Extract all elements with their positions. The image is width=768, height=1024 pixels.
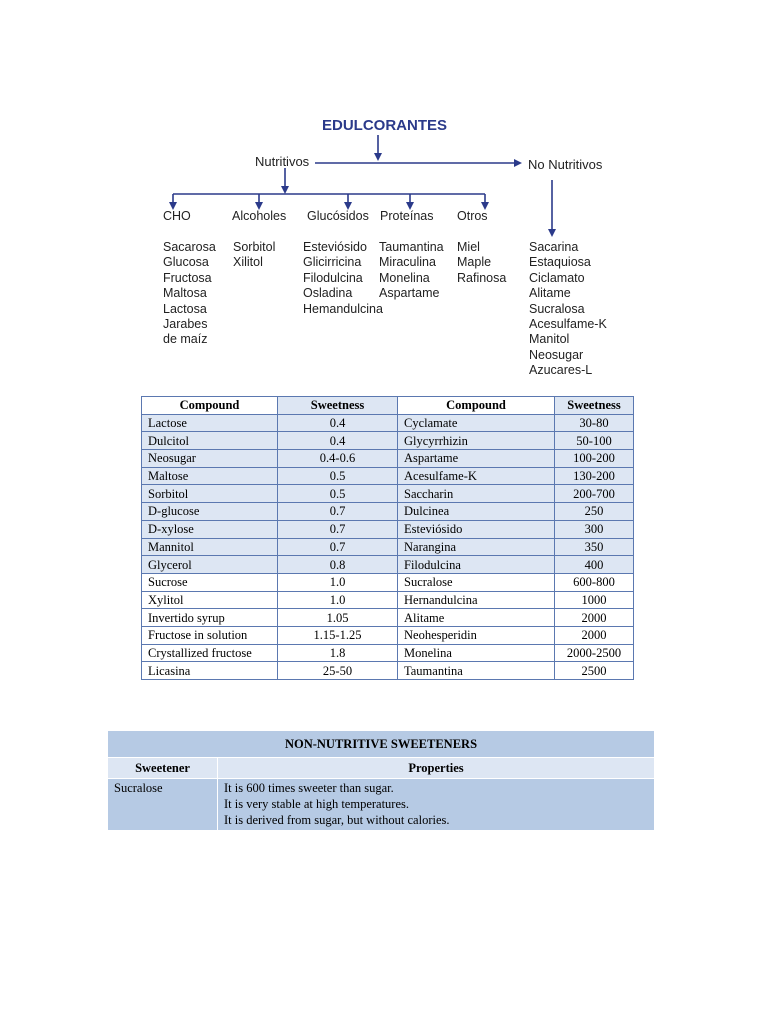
table-row bbox=[142, 609, 634, 627]
list-item: Estaquiosa bbox=[529, 255, 591, 270]
compound-cell: Aspartame bbox=[398, 450, 555, 468]
sweetness-cell: 1.15-1.25 bbox=[278, 626, 398, 644]
list-item: Alitame bbox=[529, 286, 571, 301]
category-cho: CHO bbox=[163, 209, 191, 223]
sweetness-cell: 0.8 bbox=[278, 556, 398, 574]
sweetness-table-body bbox=[142, 414, 634, 679]
sweetness-cell: 0.7 bbox=[278, 520, 398, 538]
list-item: Osladina bbox=[303, 286, 353, 301]
table-row bbox=[142, 538, 634, 556]
table-row bbox=[142, 450, 634, 468]
list-item: Acesulfame-K bbox=[529, 316, 607, 331]
table-row bbox=[142, 432, 634, 450]
sweetness-cell: 0.5 bbox=[278, 467, 398, 485]
table-row bbox=[142, 467, 634, 485]
sweetness-cell: 2000 bbox=[555, 609, 634, 627]
table-row bbox=[142, 556, 634, 574]
sweetness-cell: 1.05 bbox=[278, 609, 398, 627]
sweetness-cell: 0.7 bbox=[278, 503, 398, 521]
non-nutritive-table bbox=[107, 730, 655, 831]
sweetness-cell: 400 bbox=[555, 556, 634, 574]
compound-cell: Licasina bbox=[142, 662, 278, 680]
compound-cell: Taumantina bbox=[398, 662, 555, 680]
compound-cell: Glycyrrhizin bbox=[398, 432, 555, 450]
column-header: Compound bbox=[142, 397, 278, 415]
list-item: Monelina bbox=[379, 270, 430, 285]
table-title: NON-NUTRITIVE SWEETENERS bbox=[108, 731, 655, 758]
sweetness-cell: 130-200 bbox=[555, 467, 634, 485]
compound-cell: Glycerol bbox=[142, 556, 278, 574]
sweetness-cell: 2500 bbox=[555, 662, 634, 680]
column-header: Properties bbox=[218, 758, 655, 779]
table-header-row bbox=[108, 758, 655, 779]
list-item: Hemandulcina bbox=[303, 301, 383, 316]
category-proteinas: Proteínas bbox=[380, 209, 434, 223]
sweetness-cell: 1.8 bbox=[278, 644, 398, 662]
list-item: Maltosa bbox=[163, 286, 207, 301]
column-header: Sweetener bbox=[108, 758, 218, 779]
category-alcoholes: Alcoholes bbox=[232, 209, 287, 223]
compound-cell: Cyclamate bbox=[398, 414, 555, 432]
list-item: Sorbitol bbox=[233, 240, 276, 254]
list-item: Xilitol bbox=[233, 255, 263, 270]
proteinas-list bbox=[379, 240, 444, 302]
sweetness-cell: 0.4 bbox=[278, 432, 398, 450]
alcoholes-list bbox=[233, 240, 275, 271]
list-item: Aspartame bbox=[379, 286, 440, 301]
non-nutritive-label: No Nutritivos bbox=[528, 157, 603, 172]
category-otros: Otros bbox=[457, 209, 488, 223]
compound-cell: Crystallized fructose bbox=[142, 644, 278, 662]
list-item: Fructosa bbox=[163, 270, 212, 285]
compound-cell: Hernandulcina bbox=[398, 591, 555, 609]
compound-cell: Dulcitol bbox=[142, 432, 278, 450]
list-item: Neosugar bbox=[529, 347, 584, 362]
table-header-row bbox=[142, 397, 634, 415]
compound-cell: Mannitol bbox=[142, 538, 278, 556]
compound-cell: Invertido syrup bbox=[142, 609, 278, 627]
sweeteners-diagram bbox=[140, 105, 640, 390]
glucosidos-list bbox=[303, 240, 383, 317]
table-row bbox=[142, 626, 634, 644]
compound-cell: Narangina bbox=[398, 538, 555, 556]
list-item: Filodulcina bbox=[303, 270, 363, 285]
sweetness-cell: 1.0 bbox=[278, 591, 398, 609]
sweetness-cell: 600-800 bbox=[555, 573, 634, 591]
compound-cell: Filodulcina bbox=[398, 556, 555, 574]
list-item: Glicirricina bbox=[303, 255, 362, 270]
compound-cell: Sucralose bbox=[398, 573, 555, 591]
list-item: Manitol bbox=[529, 332, 570, 347]
compound-cell: Xylitol bbox=[142, 591, 278, 609]
list-item: Esteviósido bbox=[303, 240, 367, 254]
sweetness-cell: 50-100 bbox=[555, 432, 634, 450]
property-line: It is derived from sugar, but without calories. bbox=[224, 813, 450, 827]
table-row bbox=[142, 414, 634, 432]
sweetness-cell: 2000-2500 bbox=[555, 644, 634, 662]
sweetness-cell: 0.4-0.6 bbox=[278, 450, 398, 468]
compound-cell: Sorbitol bbox=[142, 485, 278, 503]
sweetness-cell: 25-50 bbox=[278, 662, 398, 680]
list-item: Glucosa bbox=[163, 255, 209, 270]
column-header: Compound bbox=[398, 397, 555, 415]
list-item: Azucares-L bbox=[529, 363, 593, 378]
column-header: Sweetness bbox=[278, 397, 398, 415]
table-row bbox=[142, 573, 634, 591]
compound-cell: Sucrose bbox=[142, 573, 278, 591]
sweetness-cell: 0.4 bbox=[278, 414, 398, 432]
list-item: Lactosa bbox=[163, 301, 207, 316]
sweetness-cell: 200-700 bbox=[555, 485, 634, 503]
sweetness-cell: 30-80 bbox=[555, 414, 634, 432]
sweetness-cell: 250 bbox=[555, 503, 634, 521]
table-row bbox=[142, 520, 634, 538]
list-item: Sacarina bbox=[529, 240, 579, 254]
sweetness-cell: 300 bbox=[555, 520, 634, 538]
sweetness-cell: 0.5 bbox=[278, 485, 398, 503]
list-item: Miel bbox=[457, 240, 480, 254]
compound-cell: Acesulfame-K bbox=[398, 467, 555, 485]
sweetness-cell: 100-200 bbox=[555, 450, 634, 468]
sweetness-cell: 1.0 bbox=[278, 573, 398, 591]
compound-cell: Dulcinea bbox=[398, 503, 555, 521]
sweetness-cell: 0.7 bbox=[278, 538, 398, 556]
sweetness-table bbox=[141, 396, 634, 680]
nutritive-label: Nutritivos bbox=[255, 154, 310, 169]
non-nutritive-list bbox=[529, 240, 607, 379]
property-line: It is 600 times sweeter than sugar. bbox=[224, 781, 394, 795]
table-row bbox=[142, 662, 634, 680]
compound-cell: Lactose bbox=[142, 414, 278, 432]
compound-cell: Esteviósido bbox=[398, 520, 555, 538]
sweetener-cell: Sucralose bbox=[108, 779, 218, 831]
property-line: It is very stable at high temperatures. bbox=[224, 797, 410, 811]
compound-cell: Saccharin bbox=[398, 485, 555, 503]
sweetness-cell: 2000 bbox=[555, 626, 634, 644]
compound-cell: Maltose bbox=[142, 467, 278, 485]
otros-list bbox=[457, 240, 506, 286]
list-item: Sucralosa bbox=[529, 301, 585, 316]
compound-cell: D-glucose bbox=[142, 503, 278, 521]
list-item: Taumantina bbox=[379, 240, 444, 254]
list-item: Jarabes bbox=[163, 316, 208, 331]
diagram-title: EDULCORANTES bbox=[322, 117, 448, 134]
compound-cell: Neosugar bbox=[142, 450, 278, 468]
cho-list bbox=[163, 240, 216, 348]
compound-cell: D-xylose bbox=[142, 520, 278, 538]
list-item: Sacarosa bbox=[163, 240, 216, 254]
list-item: Ciclamato bbox=[529, 270, 585, 285]
table-title-row bbox=[108, 731, 655, 758]
compound-cell: Fructose in solution bbox=[142, 626, 278, 644]
sweetness-cell: 350 bbox=[555, 538, 634, 556]
table-row bbox=[142, 644, 634, 662]
list-item: Rafinosa bbox=[457, 270, 507, 285]
compound-cell: Neohesperidin bbox=[398, 626, 555, 644]
table-row bbox=[142, 485, 634, 503]
sweetness-cell: 1000 bbox=[555, 591, 634, 609]
properties-cell bbox=[218, 779, 655, 831]
column-header: Sweetness bbox=[555, 397, 634, 415]
compound-cell: Monelina bbox=[398, 644, 555, 662]
list-item: Maple bbox=[457, 255, 492, 270]
list-item: de maíz bbox=[163, 332, 208, 347]
table-row bbox=[142, 591, 634, 609]
table-row bbox=[108, 779, 655, 831]
list-item: Miraculina bbox=[379, 255, 436, 270]
table-row bbox=[142, 503, 634, 521]
category-glucosidos: Glucósidos bbox=[307, 209, 369, 223]
compound-cell: Alitame bbox=[398, 609, 555, 627]
